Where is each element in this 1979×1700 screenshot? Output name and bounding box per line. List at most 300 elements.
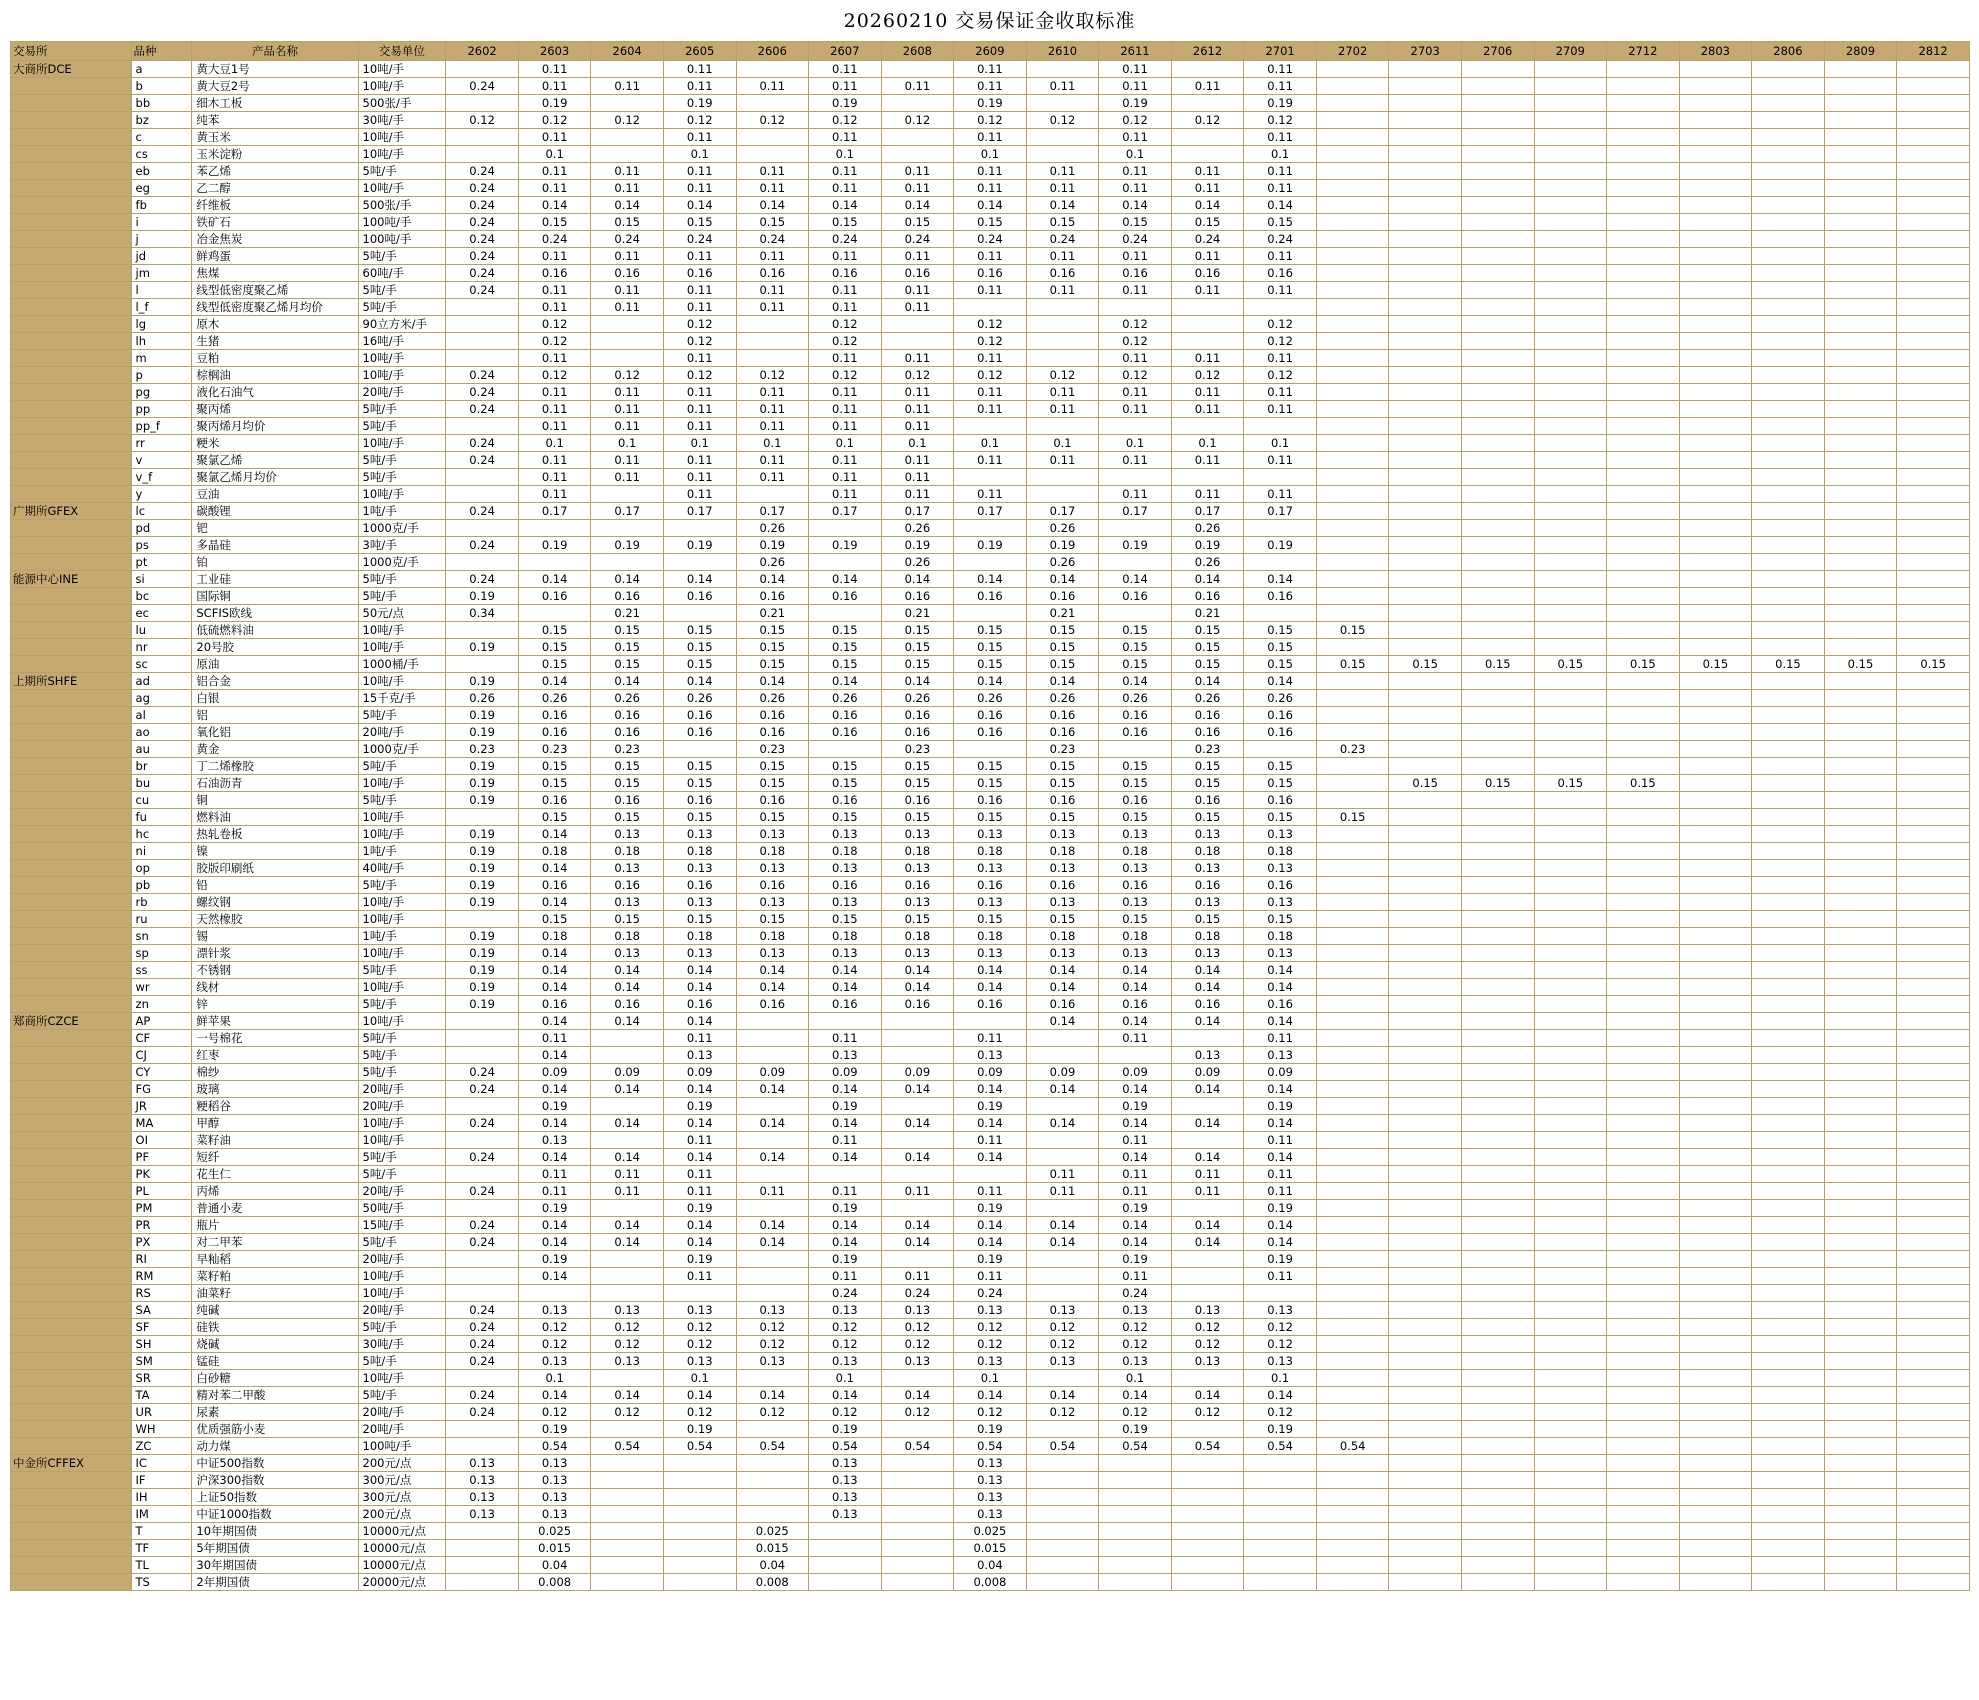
margin-value-cell: 0.15 <box>1026 214 1099 231</box>
margin-value-cell: 0.17 <box>591 503 664 520</box>
margin-value-cell: 0.09 <box>1171 1064 1244 1081</box>
product-code-cell: jd <box>131 248 192 265</box>
table-row <box>11 996 1970 1013</box>
margin-value-cell <box>1824 316 1897 333</box>
product-name-cell: 2年期国债 <box>192 1574 358 1591</box>
margin-value-cell: 0.18 <box>954 843 1027 860</box>
table-row <box>11 877 1970 894</box>
margin-value-cell: 0.26 <box>881 554 954 571</box>
product-code-cell: PM <box>131 1200 192 1217</box>
margin-value-cell <box>1679 1506 1752 1523</box>
margin-value-cell: 0.18 <box>1099 843 1172 860</box>
margin-value-cell: 0.24 <box>446 1115 519 1132</box>
margin-value-cell <box>1389 1302 1462 1319</box>
column-header: 2803 <box>1679 42 1752 61</box>
margin-value-cell: 0.13 <box>1026 1353 1099 1370</box>
margin-value-cell: 0.12 <box>736 1404 809 1421</box>
margin-value-cell: 0.025 <box>954 1523 1027 1540</box>
margin-value-cell: 0.11 <box>809 1268 882 1285</box>
margin-value-cell <box>1534 163 1607 180</box>
margin-value-cell: 0.19 <box>809 537 882 554</box>
table-row <box>11 962 1970 979</box>
margin-value-cell: 0.11 <box>518 452 591 469</box>
margin-value-cell <box>1752 775 1825 792</box>
margin-value-cell <box>1026 146 1099 163</box>
margin-value-cell: 0.14 <box>663 1387 736 1404</box>
margin-value-cell <box>1752 418 1825 435</box>
margin-value-cell: 0.19 <box>446 894 519 911</box>
margin-value-cell <box>1389 1166 1462 1183</box>
margin-value-cell: 0.14 <box>809 1217 882 1234</box>
margin-value-cell: 0.15 <box>809 775 882 792</box>
margin-value-cell <box>1679 231 1752 248</box>
margin-value-cell: 0.15 <box>1099 214 1172 231</box>
margin-value-cell <box>1897 1149 1970 1166</box>
margin-value-cell: 0.1 <box>881 435 954 452</box>
margin-value-cell: 0.1 <box>663 435 736 452</box>
product-name-cell: 黄大豆2号 <box>192 78 358 95</box>
trading-unit-cell: 1000桶/手 <box>358 656 446 673</box>
trading-unit-cell: 20吨/手 <box>358 1421 446 1438</box>
margin-value-cell <box>1534 61 1607 78</box>
margin-value-cell: 0.11 <box>1026 248 1099 265</box>
margin-value-cell: 0.14 <box>591 1149 664 1166</box>
margin-value-cell: 0.1 <box>518 1370 591 1387</box>
margin-value-cell <box>1752 1200 1825 1217</box>
product-code-cell: PK <box>131 1166 192 1183</box>
margin-value-cell: 0.11 <box>1026 163 1099 180</box>
margin-value-cell: 0.18 <box>1171 928 1244 945</box>
margin-value-cell <box>1679 554 1752 571</box>
margin-value-cell <box>1824 1200 1897 1217</box>
margin-value-cell <box>881 129 954 146</box>
margin-value-cell <box>1534 401 1607 418</box>
product-code-cell: i <box>131 214 192 231</box>
column-header: 2603 <box>518 42 591 61</box>
margin-value-cell <box>1824 1438 1897 1455</box>
margin-value-cell: 0.13 <box>881 860 954 877</box>
margin-value-cell: 0.18 <box>1026 843 1099 860</box>
margin-value-cell: 0.11 <box>663 469 736 486</box>
product-code-cell: v_f <box>131 469 192 486</box>
margin-value-cell: 0.12 <box>518 1336 591 1353</box>
margin-value-cell <box>1389 316 1462 333</box>
margin-value-cell <box>1534 384 1607 401</box>
margin-value-cell <box>1752 452 1825 469</box>
margin-value-cell <box>1461 197 1534 214</box>
margin-value-cell <box>1389 809 1462 826</box>
margin-value-cell <box>1534 1438 1607 1455</box>
table-row <box>11 520 1970 537</box>
margin-value-cell: 0.14 <box>1171 1081 1244 1098</box>
margin-value-cell <box>446 299 519 316</box>
trading-unit-cell: 500张/手 <box>358 95 446 112</box>
column-header: 2709 <box>1534 42 1607 61</box>
product-name-cell: 动力煤 <box>192 1438 358 1455</box>
margin-value-cell: 0.15 <box>518 775 591 792</box>
margin-value-cell <box>518 1285 591 1302</box>
margin-value-cell: 0.17 <box>881 503 954 520</box>
margin-value-cell <box>1752 1523 1825 1540</box>
margin-value-cell <box>1461 1268 1534 1285</box>
margin-value-cell: 0.14 <box>1099 1387 1172 1404</box>
margin-value-cell: 0.13 <box>591 860 664 877</box>
margin-value-cell <box>1389 1438 1462 1455</box>
margin-value-cell <box>1316 384 1389 401</box>
exchange-cell <box>11 622 132 639</box>
margin-value-cell <box>1752 673 1825 690</box>
margin-value-cell: 0.19 <box>663 1421 736 1438</box>
product-name-cell: 丙烯 <box>192 1183 358 1200</box>
margin-value-cell <box>1824 1336 1897 1353</box>
product-name-cell: 燃料油 <box>192 809 358 826</box>
margin-value-cell: 0.24 <box>446 1081 519 1098</box>
margin-value-cell <box>809 1166 882 1183</box>
margin-value-cell <box>1534 537 1607 554</box>
margin-value-cell: 0.14 <box>518 962 591 979</box>
margin-value-cell: 0.15 <box>736 809 809 826</box>
margin-value-cell: 0.14 <box>663 962 736 979</box>
margin-value-cell: 0.15 <box>1244 622 1317 639</box>
margin-value-cell <box>1679 469 1752 486</box>
margin-value-cell: 0.16 <box>518 265 591 282</box>
margin-value-cell <box>1461 1319 1534 1336</box>
margin-value-cell <box>954 554 1027 571</box>
margin-value-cell <box>1824 911 1897 928</box>
column-header: 2608 <box>881 42 954 61</box>
margin-value-cell <box>1389 1132 1462 1149</box>
product-code-cell: j <box>131 231 192 248</box>
margin-value-cell <box>1099 1574 1172 1591</box>
margin-value-cell <box>1897 1540 1970 1557</box>
margin-value-cell: 0.12 <box>663 333 736 350</box>
margin-value-cell <box>1824 537 1897 554</box>
table-row <box>11 622 1970 639</box>
margin-value-cell <box>1461 554 1534 571</box>
product-code-cell: pt <box>131 554 192 571</box>
margin-value-cell <box>446 1268 519 1285</box>
margin-value-cell <box>1897 962 1970 979</box>
margin-value-cell <box>1534 486 1607 503</box>
margin-value-cell <box>1824 945 1897 962</box>
margin-value-cell: 0.12 <box>809 1404 882 1421</box>
trading-unit-cell: 10吨/手 <box>358 673 446 690</box>
margin-value-cell: 0.11 <box>591 180 664 197</box>
margin-value-cell <box>1752 316 1825 333</box>
margin-value-cell <box>1897 1438 1970 1455</box>
margin-value-cell: 0.14 <box>809 1081 882 1098</box>
margin-value-cell <box>1171 1268 1244 1285</box>
margin-value-cell: 0.11 <box>954 1268 1027 1285</box>
margin-value-cell <box>1824 1098 1897 1115</box>
product-code-cell: IH <box>131 1489 192 1506</box>
product-name-cell: 线材 <box>192 979 358 996</box>
margin-value-cell: 0.11 <box>663 350 736 367</box>
trading-unit-cell: 1000克/手 <box>358 520 446 537</box>
margin-value-cell: 0.11 <box>518 78 591 95</box>
margin-value-cell: 0.13 <box>1244 1353 1317 1370</box>
margin-value-cell: 0.15 <box>1534 775 1607 792</box>
margin-value-cell <box>1026 1370 1099 1387</box>
margin-value-cell <box>1824 180 1897 197</box>
product-code-cell: lc <box>131 503 192 520</box>
margin-value-cell: 0.11 <box>1099 248 1172 265</box>
margin-value-cell: 0.19 <box>446 588 519 605</box>
margin-value-cell <box>1099 469 1172 486</box>
margin-value-cell <box>1679 1540 1752 1557</box>
trading-unit-cell: 10吨/手 <box>358 350 446 367</box>
product-code-cell: bz <box>131 112 192 129</box>
margin-value-cell: 0.1 <box>809 146 882 163</box>
margin-value-cell <box>1244 1455 1317 1472</box>
exchange-cell <box>11 146 132 163</box>
margin-value-cell <box>1607 78 1680 95</box>
margin-value-cell: 0.12 <box>954 112 1027 129</box>
margin-value-cell <box>1316 775 1389 792</box>
margin-value-cell <box>1679 792 1752 809</box>
margin-value-cell <box>1679 622 1752 639</box>
margin-value-cell <box>1534 1115 1607 1132</box>
margin-value-cell <box>1752 1081 1825 1098</box>
margin-value-cell <box>1679 146 1752 163</box>
margin-value-cell <box>446 622 519 639</box>
margin-value-cell: 0.11 <box>518 61 591 78</box>
margin-value-cell: 0.11 <box>881 299 954 316</box>
margin-value-cell: 0.13 <box>809 1506 882 1523</box>
margin-value-cell <box>1389 605 1462 622</box>
margin-value-cell: 0.16 <box>663 996 736 1013</box>
margin-value-cell: 0.19 <box>881 537 954 554</box>
trading-unit-cell: 10000元/点 <box>358 1523 446 1540</box>
product-name-cell: 一号棉花 <box>192 1030 358 1047</box>
margin-value-cell: 0.14 <box>736 197 809 214</box>
margin-value-cell: 0.15 <box>881 911 954 928</box>
margin-value-cell: 0.12 <box>1244 367 1317 384</box>
margin-value-cell <box>1461 1574 1534 1591</box>
margin-value-cell: 0.11 <box>663 1166 736 1183</box>
exchange-cell <box>11 537 132 554</box>
margin-value-cell <box>1461 1540 1534 1557</box>
margin-value-cell <box>1607 214 1680 231</box>
margin-value-cell <box>1389 1353 1462 1370</box>
table-row <box>11 1098 1970 1115</box>
page-title: 20260210 交易保证金收取标准 <box>843 10 1136 32</box>
margin-value-cell: 0.14 <box>809 1234 882 1251</box>
exchange-cell <box>11 792 132 809</box>
margin-value-cell: 0.16 <box>663 792 736 809</box>
margin-value-cell <box>1461 758 1534 775</box>
product-name-cell: 中证1000指数 <box>192 1506 358 1523</box>
margin-value-cell <box>1461 1047 1534 1064</box>
margin-value-cell <box>1461 1455 1534 1472</box>
margin-value-cell: 0.12 <box>1171 1404 1244 1421</box>
margin-value-cell <box>1534 180 1607 197</box>
margin-value-cell: 0.11 <box>1171 163 1244 180</box>
exchange-cell <box>11 1217 132 1234</box>
margin-value-cell: 0.15 <box>518 809 591 826</box>
margin-value-cell <box>1316 350 1389 367</box>
margin-value-cell <box>1244 418 1317 435</box>
margin-value-cell: 0.15 <box>518 911 591 928</box>
margin-value-cell <box>1099 1540 1172 1557</box>
margin-value-cell: 0.18 <box>809 928 882 945</box>
trading-unit-cell: 1吨/手 <box>358 503 446 520</box>
margin-value-cell <box>881 146 954 163</box>
margin-value-cell <box>1679 333 1752 350</box>
margin-value-cell: 0.16 <box>736 724 809 741</box>
margin-value-cell: 0.12 <box>1171 1319 1244 1336</box>
exchange-cell <box>11 860 132 877</box>
table-row <box>11 163 1970 180</box>
margin-value-cell <box>1171 1200 1244 1217</box>
margin-value-cell: 0.15 <box>663 622 736 639</box>
margin-value-cell <box>1897 1370 1970 1387</box>
column-header: 2806 <box>1752 42 1825 61</box>
trading-unit-cell: 3吨/手 <box>358 537 446 554</box>
exchange-cell: 广期所GFEX <box>11 503 132 520</box>
margin-value-cell <box>1607 248 1680 265</box>
margin-value-cell <box>1244 1523 1317 1540</box>
product-name-cell: 纯碱 <box>192 1302 358 1319</box>
margin-value-cell: 0.04 <box>954 1557 1027 1574</box>
column-header: 2607 <box>809 42 882 61</box>
margin-value-cell <box>1824 1557 1897 1574</box>
margin-value-cell <box>1461 520 1534 537</box>
margin-value-cell <box>1316 333 1389 350</box>
margin-value-cell: 0.14 <box>881 673 954 690</box>
margin-value-cell: 0.11 <box>809 129 882 146</box>
margin-value-cell <box>1752 537 1825 554</box>
margin-value-cell <box>1316 112 1389 129</box>
margin-value-cell: 0.16 <box>809 792 882 809</box>
margin-value-cell <box>809 1574 882 1591</box>
product-name-cell: 锌 <box>192 996 358 1013</box>
margin-value-cell <box>1824 503 1897 520</box>
trading-unit-cell: 10吨/手 <box>358 622 446 639</box>
margin-value-cell <box>1534 1302 1607 1319</box>
margin-value-cell <box>954 418 1027 435</box>
margin-value-cell <box>1679 1336 1752 1353</box>
margin-value-cell <box>1316 197 1389 214</box>
margin-value-cell <box>1607 1489 1680 1506</box>
margin-value-cell: 0.11 <box>881 1183 954 1200</box>
margin-value-cell <box>1897 1319 1970 1336</box>
table-row <box>11 435 1970 452</box>
margin-value-cell: 0.13 <box>1099 860 1172 877</box>
margin-value-cell: 0.34 <box>446 605 519 622</box>
margin-value-cell: 0.12 <box>1171 367 1244 384</box>
margin-value-cell: 0.14 <box>1099 962 1172 979</box>
margin-value-cell: 0.12 <box>663 1319 736 1336</box>
product-code-cell: PR <box>131 1217 192 1234</box>
margin-value-cell <box>1679 1030 1752 1047</box>
margin-value-cell <box>881 1030 954 1047</box>
table-row <box>11 1319 1970 1336</box>
margin-value-cell <box>1534 554 1607 571</box>
margin-value-cell: 0.14 <box>881 571 954 588</box>
margin-value-cell: 0.15 <box>591 758 664 775</box>
margin-value-cell: 0.16 <box>809 724 882 741</box>
margin-value-cell <box>1824 1013 1897 1030</box>
margin-value-cell: 0.11 <box>809 384 882 401</box>
margin-value-cell: 0.13 <box>518 1472 591 1489</box>
product-code-cell: SM <box>131 1353 192 1370</box>
trading-unit-cell: 5吨/手 <box>358 163 446 180</box>
margin-value-cell <box>1316 758 1389 775</box>
margin-value-cell <box>1752 350 1825 367</box>
margin-value-cell: 0.14 <box>518 1013 591 1030</box>
margin-value-cell <box>881 1047 954 1064</box>
margin-value-cell: 0.12 <box>1099 112 1172 129</box>
margin-value-cell <box>1607 316 1680 333</box>
margin-value-cell <box>1897 1404 1970 1421</box>
product-name-cell: 10年期国债 <box>192 1523 358 1540</box>
margin-value-cell: 0.13 <box>1099 826 1172 843</box>
margin-value-cell <box>1316 1098 1389 1115</box>
trading-unit-cell: 10吨/手 <box>358 894 446 911</box>
margin-value-cell: 0.09 <box>1026 1064 1099 1081</box>
margin-value-cell <box>1389 1387 1462 1404</box>
margin-value-cell: 0.11 <box>1099 78 1172 95</box>
margin-value-cell <box>1679 894 1752 911</box>
margin-value-cell: 0.26 <box>736 554 809 571</box>
margin-value-cell <box>446 1421 519 1438</box>
margin-value-cell: 0.24 <box>1244 231 1317 248</box>
margin-value-cell <box>1824 1183 1897 1200</box>
margin-value-cell <box>1824 1064 1897 1081</box>
margin-value-cell <box>1461 724 1534 741</box>
table-row <box>11 928 1970 945</box>
margin-value-cell <box>1461 469 1534 486</box>
margin-value-cell: 0.24 <box>446 1404 519 1421</box>
margin-value-cell <box>1897 1489 1970 1506</box>
margin-value-cell: 0.54 <box>1026 1438 1099 1455</box>
exchange-cell <box>11 384 132 401</box>
margin-value-cell <box>1824 486 1897 503</box>
margin-value-cell: 0.14 <box>736 979 809 996</box>
table-row <box>11 1166 1970 1183</box>
product-name-cell: 白银 <box>192 690 358 707</box>
margin-value-cell <box>1752 1047 1825 1064</box>
margin-value-cell: 0.13 <box>1099 894 1172 911</box>
margin-value-cell <box>1607 877 1680 894</box>
margin-value-cell <box>663 605 736 622</box>
margin-value-cell <box>1897 826 1970 843</box>
margin-value-cell <box>1316 1523 1389 1540</box>
margin-value-cell: 0.19 <box>954 537 1027 554</box>
margin-value-cell <box>1897 1506 1970 1523</box>
margin-value-cell <box>1389 1081 1462 1098</box>
margin-value-cell: 0.16 <box>591 792 664 809</box>
margin-value-cell: 0.15 <box>1461 775 1534 792</box>
table-row <box>11 112 1970 129</box>
margin-value-cell <box>1389 1098 1462 1115</box>
margin-value-cell <box>1897 1336 1970 1353</box>
margin-value-cell <box>1389 248 1462 265</box>
margin-value-cell: 0.11 <box>809 180 882 197</box>
margin-value-cell: 0.14 <box>1026 1013 1099 1030</box>
margin-value-cell <box>954 1166 1027 1183</box>
margin-value-cell: 0.24 <box>446 78 519 95</box>
margin-value-cell <box>1897 1455 1970 1472</box>
margin-value-cell: 0.17 <box>809 503 882 520</box>
margin-value-cell: 0.008 <box>736 1574 809 1591</box>
margin-value-cell: 0.15 <box>591 775 664 792</box>
product-name-cell: 甲醇 <box>192 1115 358 1132</box>
margin-value-cell <box>1534 1421 1607 1438</box>
product-name-cell: 螺纹钢 <box>192 894 358 911</box>
margin-value-cell: 0.16 <box>736 707 809 724</box>
